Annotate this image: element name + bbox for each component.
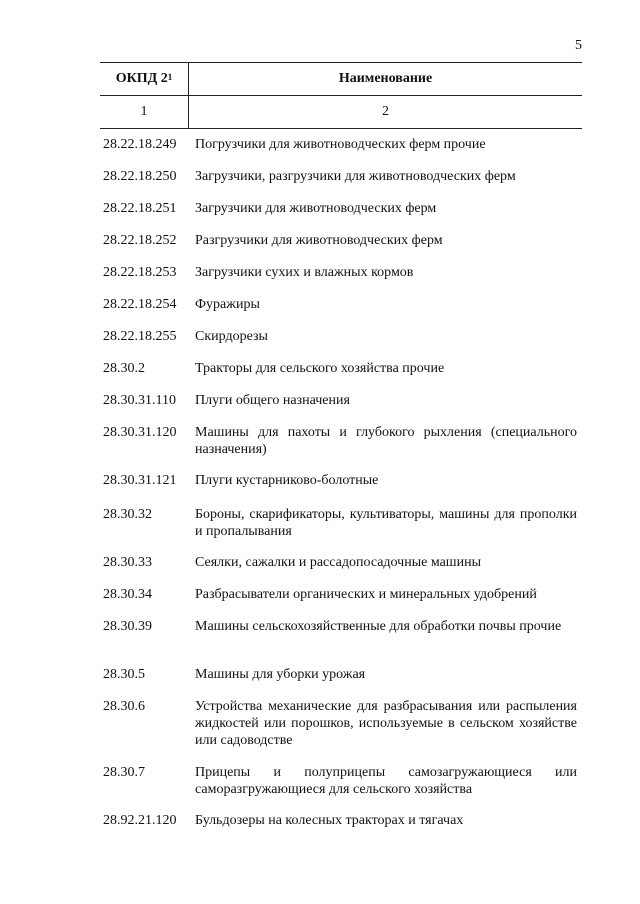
row-code: 28.30.2 xyxy=(103,361,145,376)
row-name: Погрузчики для животноводческих ферм прочие xyxy=(195,137,486,152)
row-code: 28.22.18.252 xyxy=(103,233,177,248)
table-header-row xyxy=(100,62,582,96)
header-code-label: ОКПД 2 xyxy=(115,71,168,86)
row-name: Загрузчики сухих и влажных кормов xyxy=(195,265,414,280)
row-name: Плуги кустарниково-болотные xyxy=(195,473,379,488)
row-name: Разбрасыватели органических и минеральных удобрений xyxy=(195,587,537,602)
numbering-name-cell xyxy=(189,96,582,128)
row-code: 28.30.32 xyxy=(103,507,152,522)
row-name: Машины сельскохозяйственные для обработки почвы прочие xyxy=(195,619,562,634)
row-name: Загрузчики для животноводческих ферм xyxy=(195,201,437,216)
numbering-code-cell xyxy=(100,96,189,128)
row-code: 28.22.18.250 xyxy=(103,169,177,184)
column-numbering-row xyxy=(100,96,582,129)
row-name: Разгрузчики для животноводческих ферм xyxy=(195,233,443,248)
row-name: Устройства механические для разбрасывания или распыления жидкостей или порошков, используемые в сельском хозяйстве или садоводстве xyxy=(195,699,577,748)
row-code: 28.22.18.255 xyxy=(103,329,177,344)
row-code: 28.22.18.251 xyxy=(103,201,177,216)
row-name: Машины для пахоты и глубокого рыхления (специального назначения) xyxy=(195,425,577,457)
header-name-cell xyxy=(189,63,582,95)
row-code: 28.30.31.121 xyxy=(103,473,177,488)
row-name: Сеялки, сажалки и рассадопосадочные машины xyxy=(195,555,481,570)
row-code: 28.30.34 xyxy=(103,587,152,602)
numbering-code-label: 1 xyxy=(140,104,148,119)
row-code: 28.92.21.120 xyxy=(103,813,177,828)
row-code: 28.30.7 xyxy=(103,765,145,780)
row-code: 28.22.18.249 xyxy=(103,137,177,152)
row-name: Скирдорезы xyxy=(195,329,268,344)
row-name: Плуги общего назначения xyxy=(195,393,350,408)
row-code: 28.30.5 xyxy=(103,667,145,682)
okpd-table xyxy=(100,62,582,129)
row-name: Фуражиры xyxy=(195,297,260,312)
header-name-label: Наименование xyxy=(338,71,433,86)
row-name: Прицепы и полуприцепы самозагружающиеся или саморазгружающиеся для сельского хозяйства xyxy=(195,765,577,797)
row-name: Машины для уборки урожая xyxy=(195,667,366,682)
row-code: 28.22.18.253 xyxy=(103,265,177,280)
row-name: Тракторы для сельского хозяйства прочие xyxy=(195,361,445,376)
row-code: 28.22.18.254 xyxy=(103,297,177,312)
numbering-name-label: 2 xyxy=(382,104,389,119)
row-code: 28.30.6 xyxy=(103,699,145,714)
row-code: 28.30.33 xyxy=(103,555,152,570)
row-code: 28.30.31.110 xyxy=(103,393,176,408)
header-code-cell: ОКПД 2 $^1$ xyxy=(100,63,189,95)
row-name: Бульдозеры на колесных тракторах и тягачах xyxy=(195,813,464,828)
page-number: 5 xyxy=(575,38,582,53)
row-code: 28.30.31.120 xyxy=(103,425,177,440)
row-name: Загрузчики, разгрузчики для животноводческих ферм xyxy=(195,169,516,184)
row-name: Бороны, скарификаторы, культиваторы, машины для прополки и пропалывания xyxy=(195,507,577,539)
row-code: 28.30.39 xyxy=(103,619,152,634)
